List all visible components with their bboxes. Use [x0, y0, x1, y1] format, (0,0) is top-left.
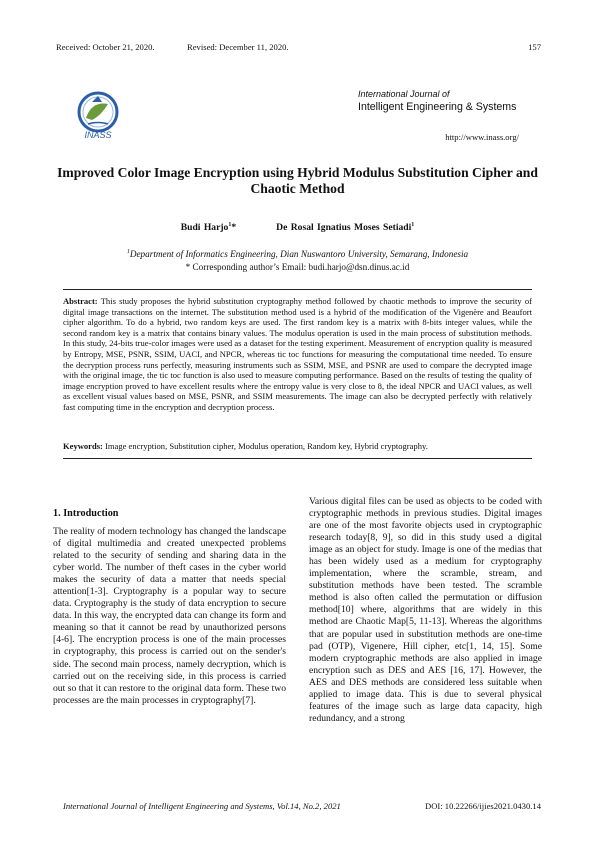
- journal-name: [358, 88, 516, 114]
- page-number: 157: [528, 42, 541, 52]
- footer-journal-text: International Journal of Intelligent Engineering and Systems, Vol.14, No.2, 2021: [63, 801, 341, 811]
- authors: [0, 222, 595, 233]
- inass-logo: [68, 88, 128, 146]
- affiliation-sup: 1: [126, 249, 130, 255]
- journal-line1: International Journal of: [358, 89, 450, 99]
- keywords-label: Keywords:: [63, 441, 103, 451]
- journal-line2: Intelligent Engineering & Systems: [358, 101, 517, 113]
- author-1-sup: 1: [228, 222, 232, 228]
- logo-text: INASS: [84, 130, 112, 140]
- author-1-star: *: [231, 222, 237, 234]
- column-right: Various digital files can be used as objects to be coded with cryptographic methods in previous studies. Digital images are one of the most favorite objects used in cryptographic research today[8, 9], so did in this study used a digital image as an object for study. Image is one of the medias that has been widely used as a medium for cryptography implementation, where the scramble, stream, and substitution methods have been tested. The scramble method is also often called the permutation or diffusion method[10] where, algorithms that are widely in this method are Chaotic Map[5, 11-13]. Whereas the algorithms that are popular used in substitution methods are one-time pad (OTP), Vigenere, Hill cipher, etc[1, 14, 15]. Some modern cryptographic methods are also applied in image encryption such as DES and AES [16, 17]. However, the AES and DES methods are considered less suitable when applied to image data. This is due to several physical features of the image such as large data capacity, high redundancy, and a strong: [309, 496, 542, 724]
- author-2: De Rosal Ignatius Moses Setiadi: [276, 222, 412, 234]
- section-heading: 1. Introduction: [53, 508, 119, 519]
- footer-journal: [63, 801, 341, 811]
- keywords-text: Image encryption, Substitution cipher, Modulus operation, Random key, Hybrid cryptography.: [105, 441, 428, 451]
- affiliation-dept: Department of Informatics Engineering, Dian Nuswantoro University, Semarang, Indonesia: [129, 249, 469, 260]
- footer-doi: DOI: 10.22266/ijies2021.0430.14: [424, 801, 541, 811]
- author-1: Budi Harjo: [180, 222, 229, 234]
- abstract-label: Abstract:: [63, 296, 98, 306]
- revised-date: Revised: December 11, 2020.: [187, 42, 289, 52]
- abstract: [63, 296, 532, 413]
- affiliation: [0, 246, 595, 274]
- rule-top: [63, 289, 532, 290]
- column-left: The reality of modern technology has changed the landscape of digital multimedia and created unexpected problems related to the security of sending and sharing data in the cyber world. The number of theft cases in the cyber world makes the security of data a matter that needs special attention[1-3]. Cryptography is a popular way to secure data. Cryptography is the study of data encryption to secure data. In this way, the encrypted data can change its form and meaning so that it cannot be read by unauthorized persons [4-6]. The encryption process is one of the main processes in cryptography, this process is carried out on the sender's side. The second main process, namely decryption, which is carried out on the receiving side, in this process is carried out so that it can restore to the original data form. These two processes are the main processes in cryptography[7].: [53, 526, 286, 706]
- corresponding-author: * Corresponding author’s Email: budi.harjo@dsn.dinus.ac.id: [185, 262, 410, 273]
- rule-bottom: [63, 458, 532, 459]
- keywords: [63, 441, 532, 452]
- abstract-text: This study proposes the hybrid substitution cryptography method followed by chaotic methods to improve the security of digital image transactions on the internet. The substitution method used is a hybrid of the modification of the Vigenère and Beaufort cipher algorithm. To do a hybrid, two random keys are used. The first random key is a matrix with 8-bits integer values, while the second random key is a matrix that contains binary values. The modulus operation is used in the main process of substitution methods. In this study, 24-bits true-color images were used as a dataset for the testing experiment. Measurement of encryption quality is measured by Entropy, MSE, PSNR, SSIM, UACI, and NPCR, whereas tic toc functions for measuring the computational time needed. To ensure the decryption process runs perfectly, measuring instruments such as SSIM, MSE, and PSNR are used to compare the decrypted image with the original image, the tic toc function is also used to measure computing performance. Based on the results of testing the quality of image encryption proved to have excellent results where the entropy value is very close to 8, the ideal NPCR and UACI values, as well as excellent visual values based on MSE, PSNR, and SSIM measurements. The image can also be decrypted perfectly with relatively fast computing time in the encryption and decryption process.: [63, 296, 532, 412]
- author-2-sup: 1: [411, 222, 415, 228]
- received-date: Received: October 21, 2020.: [56, 42, 155, 52]
- paper-title: Improved Color Image Encryption using Hybrid Modulus Substitution Cipher and Chaotic Method: [57, 165, 538, 196]
- journal-url[interactable]: http://www.inass.org/: [445, 132, 519, 142]
